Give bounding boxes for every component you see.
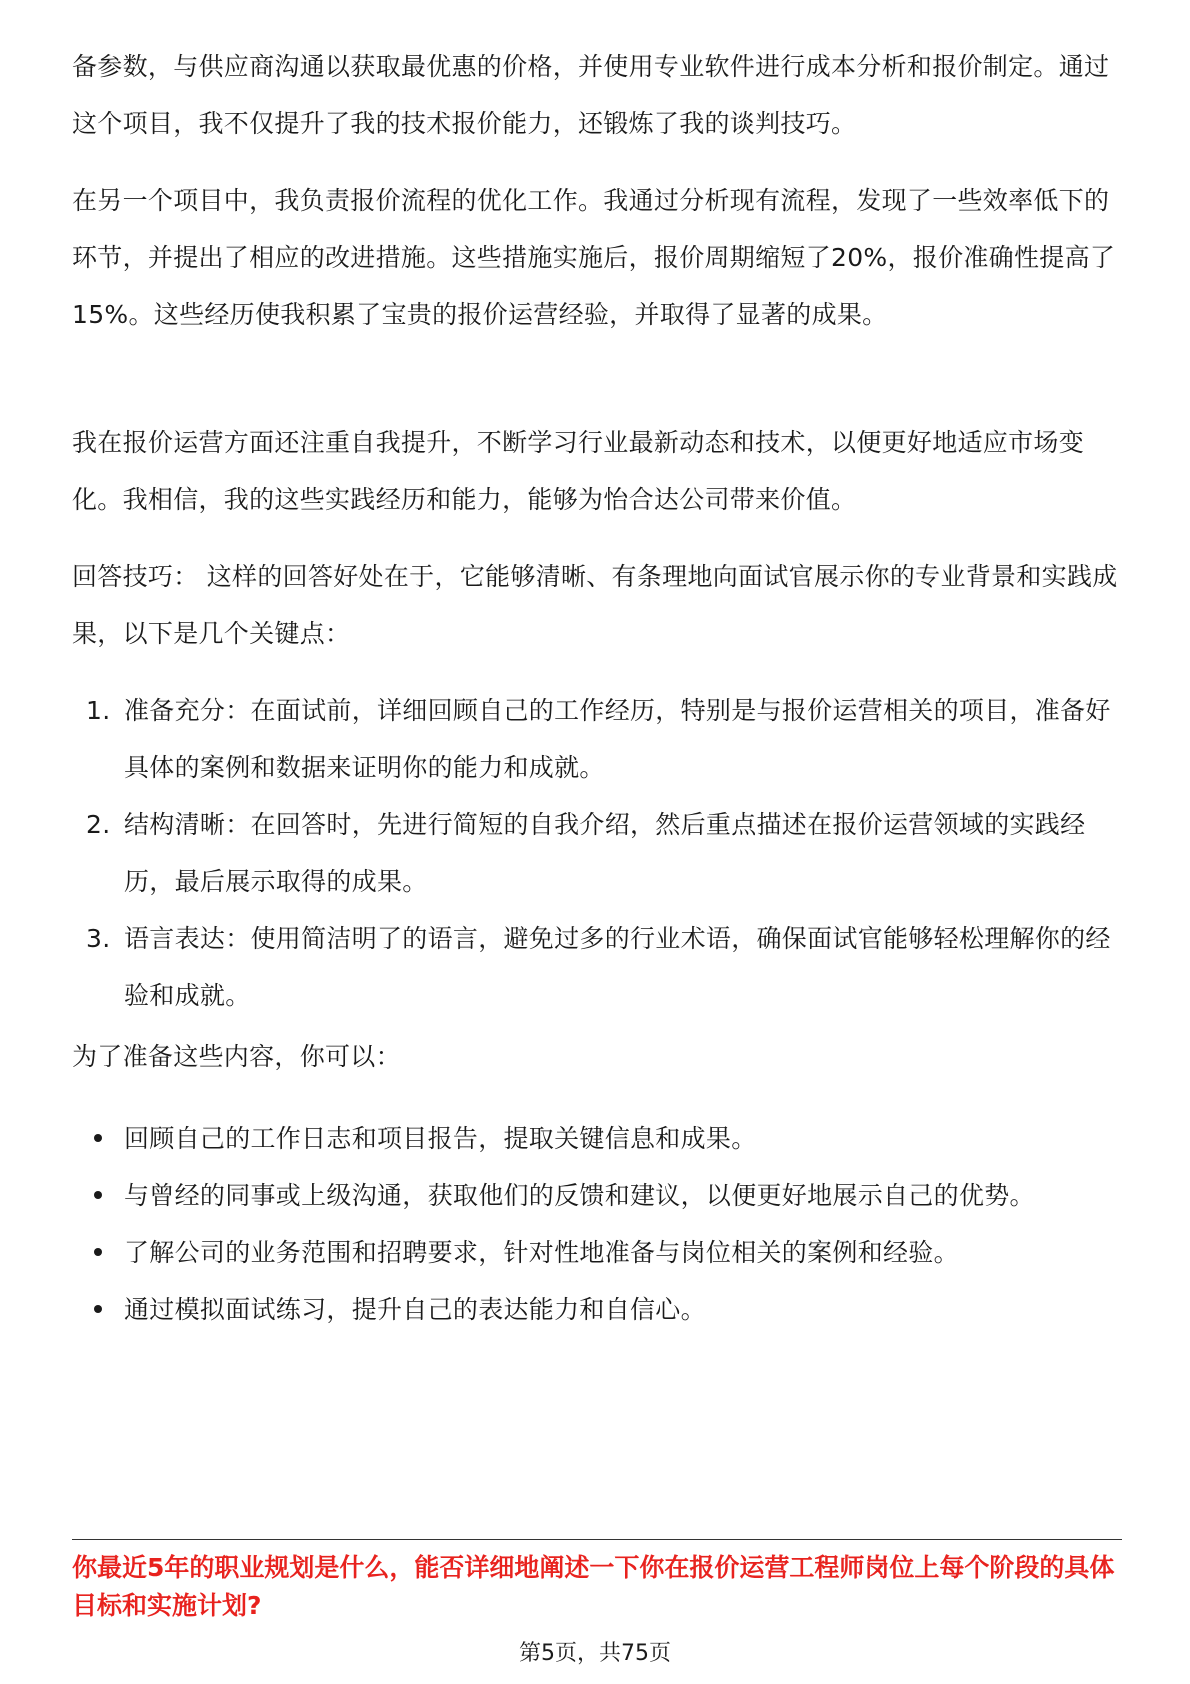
list-item — [72, 682, 1122, 796]
paragraph-1: 备参数，与供应商沟通以获取最优惠的价格，并使用专业软件进行成本分析和报价制定。通过这个项目，我不仅提升了我的技术报价能力，还锻炼了我的谈判技巧。 — [72, 52, 1110, 138]
list-item-text: 回顾自己的工作日志和项目报告，提取关键信息和成果。 — [124, 1124, 757, 1153]
list-item-text: 语言表达：使用简洁明了的语言，避免过多的行业术语，确保面试官能够轻松理解你的经验和成就。 — [124, 924, 1111, 1010]
list-item — [72, 1281, 1122, 1338]
prep-bullet-list — [72, 1110, 1122, 1338]
list-item-text: 结构清晰：在回答时，先进行简短的自我介绍，然后重点描述在报价运营领域的实践经历，最后展示取得的成果。 — [124, 810, 1086, 896]
bullet-icon — [94, 1248, 102, 1256]
list-number: 2. — [86, 810, 111, 839]
paragraph-2: 在另一个项目中，我负责报价流程的优化工作。我通过分析现有流程，发现了一些效率低下的环节，并提出了相应的改进措施。这些措施实施后，报价周期缩短了20%，报价准确性提高了15%。这些经历使我积累了宝贵的报价运营经验，并取得了显著的成果。 — [72, 186, 1116, 329]
list-item — [72, 910, 1122, 1024]
prep-intro: 为了准备这些内容，你可以： — [72, 1042, 401, 1071]
next-question-heading: 你最近5年的职业规划是什么，能否详细地阐述一下你在报价运营工程师岗位上每个阶段的具体目标和实施计划? — [72, 1553, 1115, 1620]
list-item — [72, 1167, 1122, 1224]
list-item — [72, 796, 1122, 910]
list-number: 1. — [86, 696, 111, 725]
key-points-list — [72, 682, 1122, 1024]
list-item — [72, 1224, 1122, 1281]
list-item — [72, 1110, 1122, 1167]
bullet-icon — [94, 1305, 102, 1313]
bullet-icon — [94, 1191, 102, 1199]
list-number: 3. — [86, 924, 111, 953]
paragraph-answer-tips: 回答技巧： 这样的回答好处在于，它能够清晰、有条理地向面试官展示你的专业背景和实践成果，以下是几个关键点： — [72, 562, 1118, 648]
list-item-text: 了解公司的业务范围和招聘要求，针对性地准备与岗位相关的案例和经验。 — [124, 1238, 959, 1267]
page-number-footer: 第5页，共75页 — [519, 1641, 671, 1666]
list-item-text: 通过模拟面试练习，提升自己的表达能力和自信心。 — [124, 1295, 706, 1324]
list-item-text: 准备充分：在面试前，详细回顾自己的工作经历，特别是与报价运营相关的项目，准备好具体的案例和数据来证明你的能力和成就。 — [124, 696, 1111, 782]
bullet-icon — [94, 1134, 102, 1142]
paragraph-3: 我在报价运营方面还注重自我提升，不断学习行业最新动态和技术，以便更好地适应市场变化。我相信，我的这些实践经历和能力，能够为怡合达公司带来价值。 — [72, 428, 1085, 514]
section-divider — [72, 1539, 1122, 1540]
list-item-text: 与曾经的同事或上级沟通，获取他们的反馈和建议，以便更好地展示自己的优势。 — [124, 1181, 1035, 1210]
